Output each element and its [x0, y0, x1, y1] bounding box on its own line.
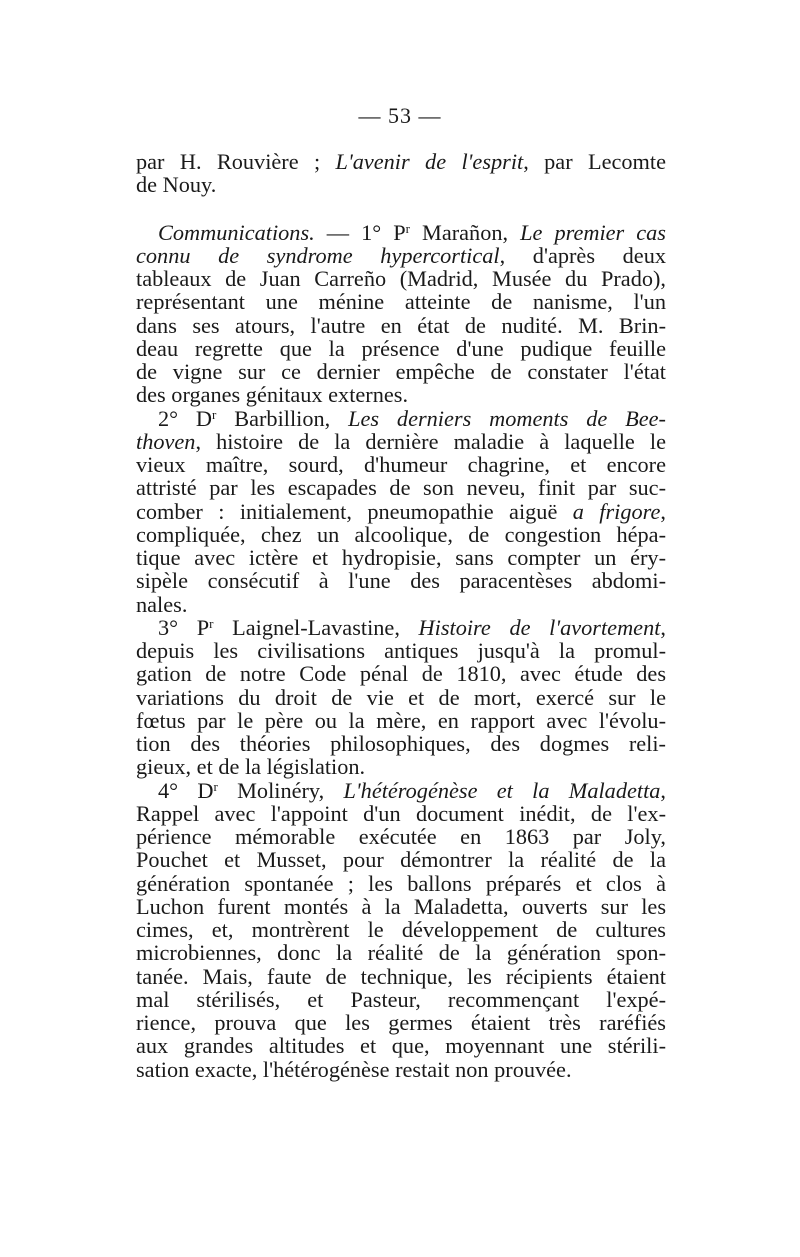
- talk-title: L'hétérogénèse et la Maladetta: [343, 777, 661, 803]
- text-run: ,: [660, 777, 666, 803]
- text-line: des organes génitaux externes.: [136, 382, 409, 408]
- text-line: de vigne sur ce dernier empêche de constater l'état: [136, 359, 666, 384]
- text-run: , d'après deux: [499, 242, 666, 268]
- text-run: Molinéry,: [217, 777, 344, 803]
- superscript: r: [212, 406, 217, 422]
- text-line: [136, 430, 666, 453]
- communication-3: [136, 616, 666, 639]
- text-line: Luchon furent montés à la Maladetta, ouverts sur les: [136, 893, 666, 919]
- text-line: variations du droit de vie et de mort, exercé sur le: [136, 684, 666, 710]
- text-run: Laignel-Lavastine,: [213, 614, 419, 640]
- talk-title: Le premier cas: [520, 219, 666, 245]
- talk-title: Les derniers moments de Bee-: [348, 405, 666, 431]
- text-line: représentant une ménine atteinte de nanisme, l'un: [136, 289, 666, 315]
- text-line: mal stérilisés, et Pasteur, recommençant l'expé-: [136, 986, 666, 1012]
- text-line: cimes, et, montrèrent le développement de cultures: [136, 917, 666, 942]
- text-line: gieux, et de la législation.: [136, 754, 366, 780]
- talk-title: connu de syndrome hypercortical: [136, 242, 500, 268]
- text-line: [136, 500, 666, 523]
- text-line: [158, 407, 666, 430]
- text-line: dans ses atours, l'autre en état de nudité. M. Brin-: [136, 312, 666, 338]
- communication-1-body: [136, 244, 666, 407]
- text-run: par H. Rouvière ;: [136, 149, 336, 174]
- text-line: depuis les civilisations antiques jusqu'à la promul-: [136, 638, 666, 663]
- text-run: , histoire de la dernière maladie à laquelle le: [195, 428, 666, 454]
- text-line: sipèle consécutif à l'une des paracentèses abdomi-: [136, 568, 666, 594]
- text-run: 4° D: [158, 777, 214, 803]
- text-line: [158, 779, 666, 802]
- superscript: r: [405, 220, 410, 236]
- text-run: comber : initialement, pneumopathie aiguë: [136, 498, 573, 524]
- text-run: , par Lecomte: [523, 149, 666, 174]
- communication-4: [136, 779, 666, 802]
- intro-paragraph: [136, 150, 666, 197]
- text-line: vieux maître, sourd, d'humeur chagrine, et encore: [136, 452, 666, 477]
- text-line: [158, 221, 666, 244]
- text-run: ,: [660, 498, 666, 524]
- text-run: Marañon,: [409, 219, 521, 245]
- communication-2-body: [136, 430, 666, 616]
- text-line: compliquée, chez un alcoolique, de congestion hépa-: [136, 521, 666, 547]
- text-line: tableaux de Juan Carreño (Madrid, Musée du Prado),: [136, 266, 666, 291]
- communication-4-body: [136, 802, 666, 1081]
- text-line: tique avec ictère et hydropisie, sans compter un éry-: [136, 545, 666, 570]
- text-line: Pouchet et Musset, pour démontrer la réalité de la: [136, 847, 666, 873]
- page-number: — 53 —: [358, 103, 442, 128]
- communication-1: [136, 221, 666, 244]
- superscript: r: [209, 615, 214, 631]
- text-run: 2° D: [158, 405, 213, 431]
- book-title: L'avenir de l'esprit: [335, 149, 524, 174]
- text-line: gation de notre Code pénal de 1810, avec étude des: [136, 661, 666, 687]
- text-line: attristé par les escapades de son neveu, finit par suc-: [136, 475, 666, 501]
- text-line: rience, prouva que les germes étaient très raréfiés: [136, 1010, 666, 1035]
- text-line: [136, 150, 666, 173]
- text-line: tion des théories philosophiques, des dogmes reli-: [136, 731, 666, 756]
- text-line: Rappel avec l'appoint d'un document inédit, de l'ex-: [136, 800, 666, 826]
- text-line: de Nouy.: [136, 172, 217, 198]
- talk-title: Histoire de l'avortement: [418, 614, 661, 640]
- text-line: deau regrette que la présence d'une pudique feuille: [136, 335, 666, 361]
- text-line: sation exacte, l'hétérogénèse restait non prouvée.: [136, 1056, 572, 1082]
- text-run: ,: [660, 614, 666, 640]
- text-line: [158, 616, 666, 639]
- talk-title: thoven: [136, 428, 196, 454]
- text-run: 3° P: [158, 614, 210, 640]
- text-line: microbiennes, donc la réalité de la génération spon-: [136, 940, 666, 966]
- superscript: r: [213, 778, 218, 794]
- paragraph-gap: [136, 197, 666, 221]
- text-line: tanée. Mais, faute de technique, les récipients étaient: [136, 963, 666, 989]
- text-line: aux grandes altitudes et que, moyennant une stérili-: [136, 1033, 666, 1059]
- body-text: [136, 150, 666, 1081]
- section-heading: Communications.: [158, 219, 315, 245]
- text-run: Barbillion,: [216, 405, 349, 431]
- communication-3-body: [136, 639, 666, 779]
- communication-2: [136, 407, 666, 430]
- text-line: périence mémorable exécutée en 1863 par Joly,: [136, 824, 666, 849]
- text-line: nales.: [136, 591, 188, 617]
- text-run: — 1° P: [314, 219, 406, 245]
- text-line: génération spontanée ; les ballons préparés et clos à: [136, 870, 666, 896]
- latin-term: a frigore: [572, 498, 661, 524]
- text-line: fœtus par le père ou la mère, en rapport avec l'évolu-: [136, 707, 666, 733]
- text-line: [136, 244, 666, 267]
